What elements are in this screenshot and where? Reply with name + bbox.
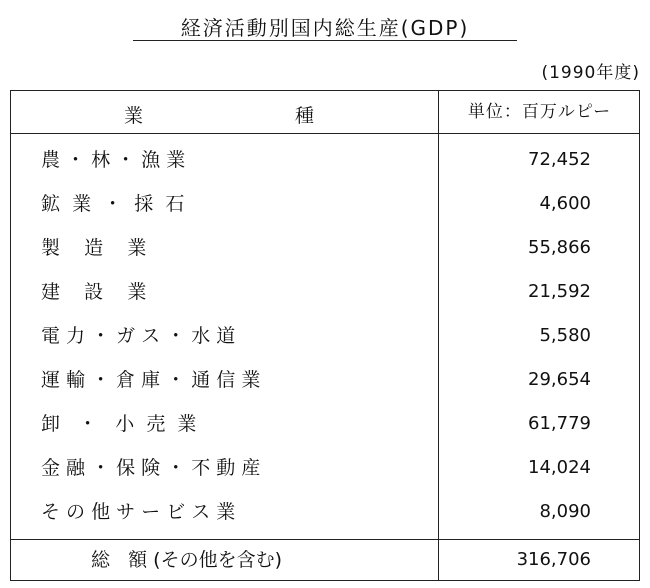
table-row — [11, 402, 639, 446]
title-underline — [133, 40, 517, 41]
sector-name: 農 ・ 林 ・ 漁 業 — [41, 149, 186, 171]
header-divider — [11, 133, 639, 134]
sector-value: 61,779 — [528, 413, 591, 434]
sector-name: 運 輸 ・ 倉 庫 ・ 通 信 業 — [41, 369, 261, 391]
sector-header-char-1: 業 — [124, 105, 144, 127]
table-row — [11, 314, 639, 358]
sector-value: 14,024 — [528, 457, 591, 478]
page-title: 経済活動別国内総生産(GDP) — [180, 16, 470, 40]
sector-value: 72,452 — [528, 149, 591, 170]
total-row — [11, 539, 639, 581]
table-row — [11, 490, 639, 534]
sector-value: 5,580 — [539, 325, 591, 346]
sector-name: 製 造 業 — [41, 237, 147, 259]
sector-value: 21,592 — [528, 281, 591, 302]
sector-value: 29,654 — [528, 369, 591, 390]
sector-name: 鉱 業 ・ 採 石 — [41, 193, 185, 215]
sector-name: 金 融 ・ 保 険 ・ 不 動 産 — [41, 457, 261, 479]
table-row — [11, 446, 639, 490]
sector-value: 55,866 — [528, 237, 591, 258]
year-note: (1990年度) — [541, 63, 640, 83]
sector-value: 8,090 — [539, 501, 591, 522]
sector-value: 4,600 — [539, 193, 591, 214]
sector-name: 電 力 ・ ガ ス ・ 水 道 — [41, 325, 236, 347]
sector-header-char-2: 種 — [295, 105, 315, 127]
sector-name: そ の 他 サ ー ビ ス 業 — [41, 501, 236, 523]
sector-column-header — [11, 91, 438, 133]
unit-column-header: 単位：百万ルピー — [467, 102, 612, 122]
table-row — [11, 270, 639, 314]
table-row — [11, 182, 639, 226]
sector-name: 卸 ・ 小 売 業 — [41, 413, 197, 435]
sector-name: 建 設 業 — [41, 281, 147, 303]
table-row — [11, 138, 639, 182]
total-label: 総 額 (その他を含む) — [91, 549, 282, 571]
total-value: 316,706 — [516, 549, 591, 570]
gdp-table — [10, 90, 640, 581]
table-row — [11, 226, 639, 270]
table-row — [11, 358, 639, 402]
